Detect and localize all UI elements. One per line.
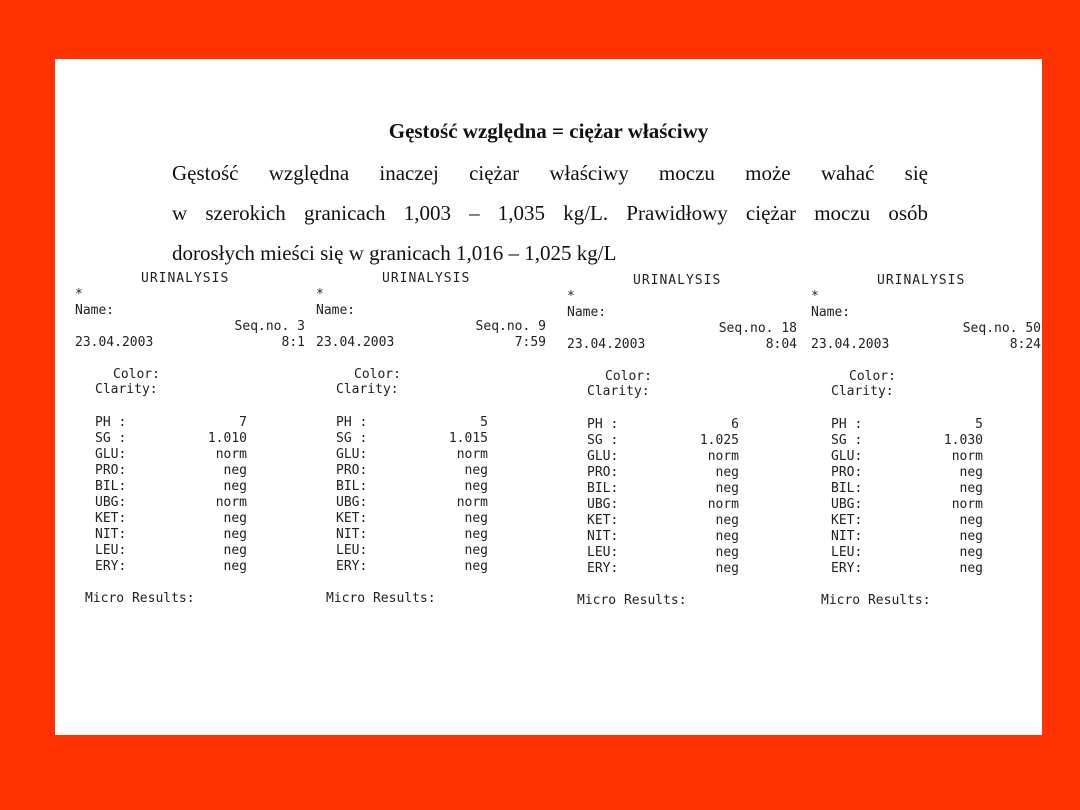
report-time: 7:59 (514, 335, 546, 350)
report-row-ph (336, 415, 488, 431)
report-row-ubg (336, 495, 488, 511)
report-row-leu (95, 543, 247, 559)
param-label: ERY: (831, 561, 863, 576)
param-label: UBG: (95, 495, 127, 510)
report-header: URINALYSIS (141, 271, 230, 286)
report-row-ket (95, 511, 247, 527)
param-value: neg (223, 527, 247, 542)
param-label: PH : (587, 417, 619, 432)
report-row-ubg (587, 497, 739, 513)
param-value: neg (464, 479, 488, 494)
report-row-nit (336, 527, 488, 543)
param-label: BIL: (336, 479, 368, 494)
report-header: URINALYSIS (877, 273, 966, 288)
report-date: 23.04.2003 (75, 335, 154, 350)
report-name-label: Name: (75, 303, 115, 318)
param-label: LEU: (336, 543, 368, 558)
paragraph-line-3: dorosłych mieści się w granicach 1,016 – 1,025 kg/L (172, 241, 617, 265)
slide-title: Gęstość względna = ciężar właściwy (388, 119, 709, 143)
param-value: neg (959, 481, 983, 496)
param-value: norm (456, 495, 488, 510)
param-value: neg (715, 545, 739, 560)
report-date: 23.04.2003 (567, 337, 646, 352)
param-value: neg (715, 513, 739, 528)
param-label: NIT: (336, 527, 368, 542)
param-value: norm (707, 497, 739, 512)
param-value: 7 (239, 415, 247, 430)
report-row-nit (587, 529, 739, 545)
report-row-pro (831, 465, 983, 481)
report-time: 8:04 (765, 337, 797, 352)
report-seq-no: Seq.no. 3 (234, 319, 305, 334)
param-label: SG : (831, 433, 863, 448)
param-label: GLU: (95, 447, 127, 462)
param-label: LEU: (587, 545, 619, 560)
param-value: neg (715, 561, 739, 576)
param-label: BIL: (831, 481, 863, 496)
param-value: norm (215, 495, 247, 510)
report-row-leu (336, 543, 488, 559)
report-seq-no: Seq.no. 9 (475, 319, 546, 334)
param-value: norm (215, 447, 247, 462)
param-value: 1.025 (699, 433, 739, 448)
report-seq-no: Seq.no. 18 (718, 321, 797, 336)
param-value: neg (223, 479, 247, 494)
param-value: neg (464, 543, 488, 558)
report-header: URINALYSIS (382, 271, 471, 286)
paragraph-line-1: Gęstość względna inaczej ciężar właściwy moczu może wahać się (172, 161, 928, 185)
report-star: * (811, 289, 819, 304)
param-label: ERY: (336, 559, 368, 574)
report-row-nit (831, 529, 983, 545)
report-time: 8:1 (281, 335, 305, 350)
report-row-ery (336, 559, 488, 575)
param-label: LEU: (95, 543, 127, 558)
param-label: PRO: (95, 463, 127, 478)
report-date: 23.04.2003 (811, 337, 890, 352)
report-row-glu (336, 447, 488, 463)
param-label: SG : (587, 433, 619, 448)
param-label: BIL: (95, 479, 127, 494)
param-label: UBG: (336, 495, 368, 510)
report-header: URINALYSIS (633, 273, 722, 288)
param-label: GLU: (587, 449, 619, 464)
param-value: 1.030 (943, 433, 983, 448)
param-label: PH : (95, 415, 127, 430)
param-value: norm (951, 497, 983, 512)
param-value: 1.015 (448, 431, 488, 446)
report-row-ubg (831, 497, 983, 513)
param-value: 5 (480, 415, 488, 430)
urinalysis-report-3 (567, 273, 797, 613)
param-value: neg (464, 511, 488, 526)
param-label: NIT: (587, 529, 619, 544)
report-row-pro (587, 465, 739, 481)
param-label: SG : (336, 431, 368, 446)
urinalysis-report-2 (316, 271, 546, 611)
param-label: PRO: (587, 465, 619, 480)
param-value: neg (959, 545, 983, 560)
report-row-leu (587, 545, 739, 561)
param-label: KET: (587, 513, 619, 528)
report-clarity-label: Clarity: (831, 384, 894, 399)
report-row-ket (831, 513, 983, 529)
report-row-ph (831, 417, 983, 433)
report-row-sg (336, 431, 488, 447)
param-value: neg (223, 511, 247, 526)
param-label: UBG: (831, 497, 863, 512)
report-star: * (75, 287, 83, 302)
param-value: neg (715, 529, 739, 544)
slide (55, 59, 1042, 735)
param-label: LEU: (831, 545, 863, 560)
report-row-ph (95, 415, 247, 431)
param-label: GLU: (831, 449, 863, 464)
report-clarity-label: Clarity: (587, 384, 650, 399)
param-label: KET: (95, 511, 127, 526)
param-value: neg (959, 513, 983, 528)
report-row-pro (95, 463, 247, 479)
report-row-ery (831, 561, 983, 577)
report-row-glu (587, 449, 739, 465)
param-value: neg (464, 559, 488, 574)
param-value: 1.010 (207, 431, 247, 446)
param-label: NIT: (95, 527, 127, 542)
report-clarity-label: Clarity: (95, 382, 158, 397)
param-label: PH : (336, 415, 368, 430)
param-value: neg (223, 543, 247, 558)
report-row-bil (587, 481, 739, 497)
report-row-sg (95, 431, 247, 447)
report-row-ery (95, 559, 247, 575)
report-seq-no: Seq.no. 50 (962, 321, 1041, 336)
param-value: neg (464, 463, 488, 478)
slide-paragraph (172, 153, 928, 273)
report-row-sg (831, 433, 983, 449)
param-label: ERY: (95, 559, 127, 574)
report-row-glu (95, 447, 247, 463)
report-row-sg (587, 433, 739, 449)
report-clarity-label: Clarity: (336, 382, 399, 397)
report-row-ket (336, 511, 488, 527)
report-row-bil (831, 481, 983, 497)
param-label: PH : (831, 417, 863, 432)
urinalysis-report-4 (811, 273, 1041, 613)
urinalysis-report-1 (75, 271, 305, 611)
param-value: 5 (975, 417, 983, 432)
param-value: neg (223, 559, 247, 574)
param-value: neg (959, 561, 983, 576)
report-color-label: Color: (354, 367, 401, 382)
param-label: BIL: (587, 481, 619, 496)
param-label: PRO: (831, 465, 863, 480)
param-label: GLU: (336, 447, 368, 462)
report-micro-results: Micro Results: (85, 591, 195, 606)
report-micro-results: Micro Results: (326, 591, 436, 606)
param-label: UBG: (587, 497, 619, 512)
report-star: * (316, 287, 324, 302)
report-row-glu (831, 449, 983, 465)
report-row-ery (587, 561, 739, 577)
param-value: norm (456, 447, 488, 462)
report-row-ket (587, 513, 739, 529)
report-row-bil (336, 479, 488, 495)
report-row-ph (587, 417, 739, 433)
param-label: KET: (336, 511, 368, 526)
param-value: neg (715, 465, 739, 480)
report-row-pro (336, 463, 488, 479)
report-name-label: Name: (811, 305, 851, 320)
report-date: 23.04.2003 (316, 335, 395, 350)
report-micro-results: Micro Results: (577, 593, 687, 608)
param-value: 6 (731, 417, 739, 432)
param-label: SG : (95, 431, 127, 446)
param-label: KET: (831, 513, 863, 528)
report-row-nit (95, 527, 247, 543)
report-star: * (567, 289, 575, 304)
report-color-label: Color: (849, 369, 896, 384)
param-value: norm (951, 449, 983, 464)
paragraph-line-2: w szerokich granicach 1,003 – 1,035 kg/L. Prawidłowy ciężar moczu osób (172, 201, 928, 225)
report-color-label: Color: (113, 367, 160, 382)
report-micro-results: Micro Results: (821, 593, 931, 608)
report-time: 8:24 (1009, 337, 1041, 352)
param-label: NIT: (831, 529, 863, 544)
report-color-label: Color: (605, 369, 652, 384)
param-value: norm (707, 449, 739, 464)
param-value: neg (959, 529, 983, 544)
report-row-ubg (95, 495, 247, 511)
param-value: neg (959, 465, 983, 480)
param-value: neg (715, 481, 739, 496)
param-label: ERY: (587, 561, 619, 576)
param-label: PRO: (336, 463, 368, 478)
report-name-label: Name: (567, 305, 607, 320)
report-row-leu (831, 545, 983, 561)
param-value: neg (223, 463, 247, 478)
report-name-label: Name: (316, 303, 356, 318)
report-row-bil (95, 479, 247, 495)
param-value: neg (464, 527, 488, 542)
